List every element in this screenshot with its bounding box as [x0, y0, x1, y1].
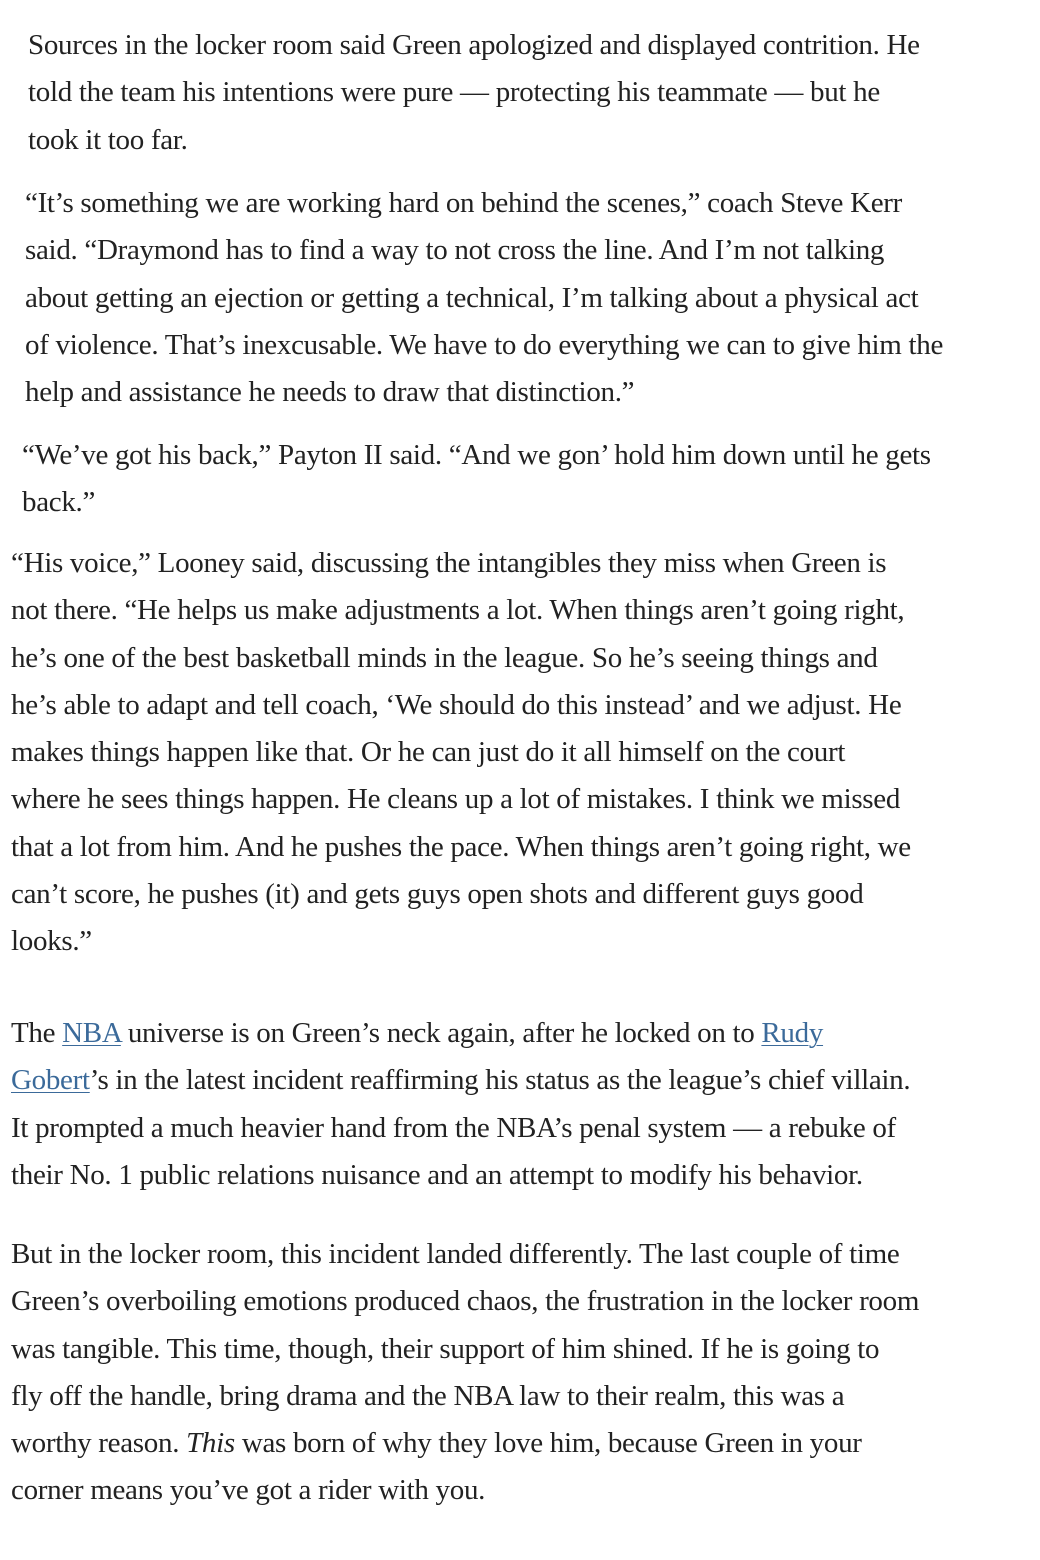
text-line: It prompted a much heavier hand from the NBA’s penal system — a rebuke of	[11, 1111, 896, 1144]
text-line: Green’s overboiling emotions produced chaos, the frustration in the locker room	[11, 1285, 920, 1318]
nba-link[interactable]: NBA	[62, 1017, 121, 1049]
text-line: corner means you’ve got a rider with you.	[11, 1474, 486, 1507]
paragraph-nba-universe	[11, 1010, 1021, 1199]
text-line: But in the locker room, this incident landed differently. The last couple of time	[11, 1238, 900, 1270]
text-line: help and assistance he needs to draw that distinction.”	[25, 376, 635, 409]
text-line: can’t score, he pushes (it) and gets guys open shots and different guys good	[11, 878, 864, 911]
text-line: told the team his intentions were pure — protecting his teammate — but he	[28, 76, 880, 109]
paragraph-kerr-quote	[25, 180, 1037, 416]
text-segment: worthy reason.	[11, 1427, 187, 1460]
text-line: took it too far.	[28, 123, 188, 156]
text-segment: universe is on Green’s neck again, after he locked on to	[120, 1017, 762, 1049]
text-line: “It’s something we are working hard on behind the scenes,” coach Steve Kerr	[25, 187, 902, 219]
text-line: makes things happen like that. Or he can just do it all himself on the court	[11, 736, 846, 769]
text-segment: ’s in the latest incident reaffirming his status as the league’s chief villain.	[89, 1064, 911, 1097]
text-line: he’s one of the best basketball minds in the league. So he’s seeing things and	[11, 641, 878, 674]
paragraph-payton-quote	[22, 432, 1034, 527]
text-line: he’s able to adapt and tell coach, ‘We should do this instead’ and we adjust. He	[11, 688, 902, 721]
text-line: “His voice,” Looney said, discussing the intangibles they miss when Green is	[11, 547, 887, 579]
text-line: about getting an ejection or getting a technical, I’m talking about a physical act	[25, 281, 919, 314]
text-line	[11, 1420, 1040, 1467]
emphasis-this: This	[186, 1427, 235, 1460]
paragraph-green-apology	[28, 22, 1036, 164]
text-line: back.”	[22, 486, 96, 519]
text-line: said. “Draymond has to find a way to not cross the line. And I’m not talking	[25, 234, 885, 267]
text-line: fly off the handle, bring drama and the NBA law to their realm, this was a	[11, 1379, 845, 1412]
text-line	[11, 1057, 1021, 1104]
text-line: their No. 1 public relations nuisance and an attempt to modify his behavior.	[11, 1158, 863, 1191]
text-line: not there. “He helps us make adjustments a lot. When things aren’t going right,	[11, 594, 905, 627]
paragraph-looney-quote	[11, 540, 1031, 966]
text-line: was tangible. This time, though, their support of him shined. If he is going to	[11, 1332, 880, 1365]
text-line: Sources in the locker room said Green apologized and displayed contrition. He	[28, 29, 920, 61]
text-line: looks.”	[11, 925, 92, 958]
text-line: “We’ve got his back,” Payton II said. “And we gon’ hold him down until he gets	[22, 439, 931, 471]
text-segment: The	[11, 1017, 63, 1049]
rudy-gobert-link-part2[interactable]: Gobert	[11, 1064, 90, 1097]
text-line: of violence. That’s inexcusable. We have to do everything we can to give him the	[25, 328, 944, 361]
text-segment: was born of why they love him, because Green in your	[234, 1427, 862, 1460]
text-line: where he sees things happen. He cleans up a lot of mistakes. I think we missed	[11, 783, 901, 816]
text-line	[11, 1010, 1021, 1057]
paragraph-locker-room-support	[11, 1231, 1040, 1515]
rudy-gobert-link-part1[interactable]: Rudy	[761, 1017, 824, 1049]
text-line: that a lot from him. And he pushes the pace. When things aren’t going right, we	[11, 830, 911, 863]
